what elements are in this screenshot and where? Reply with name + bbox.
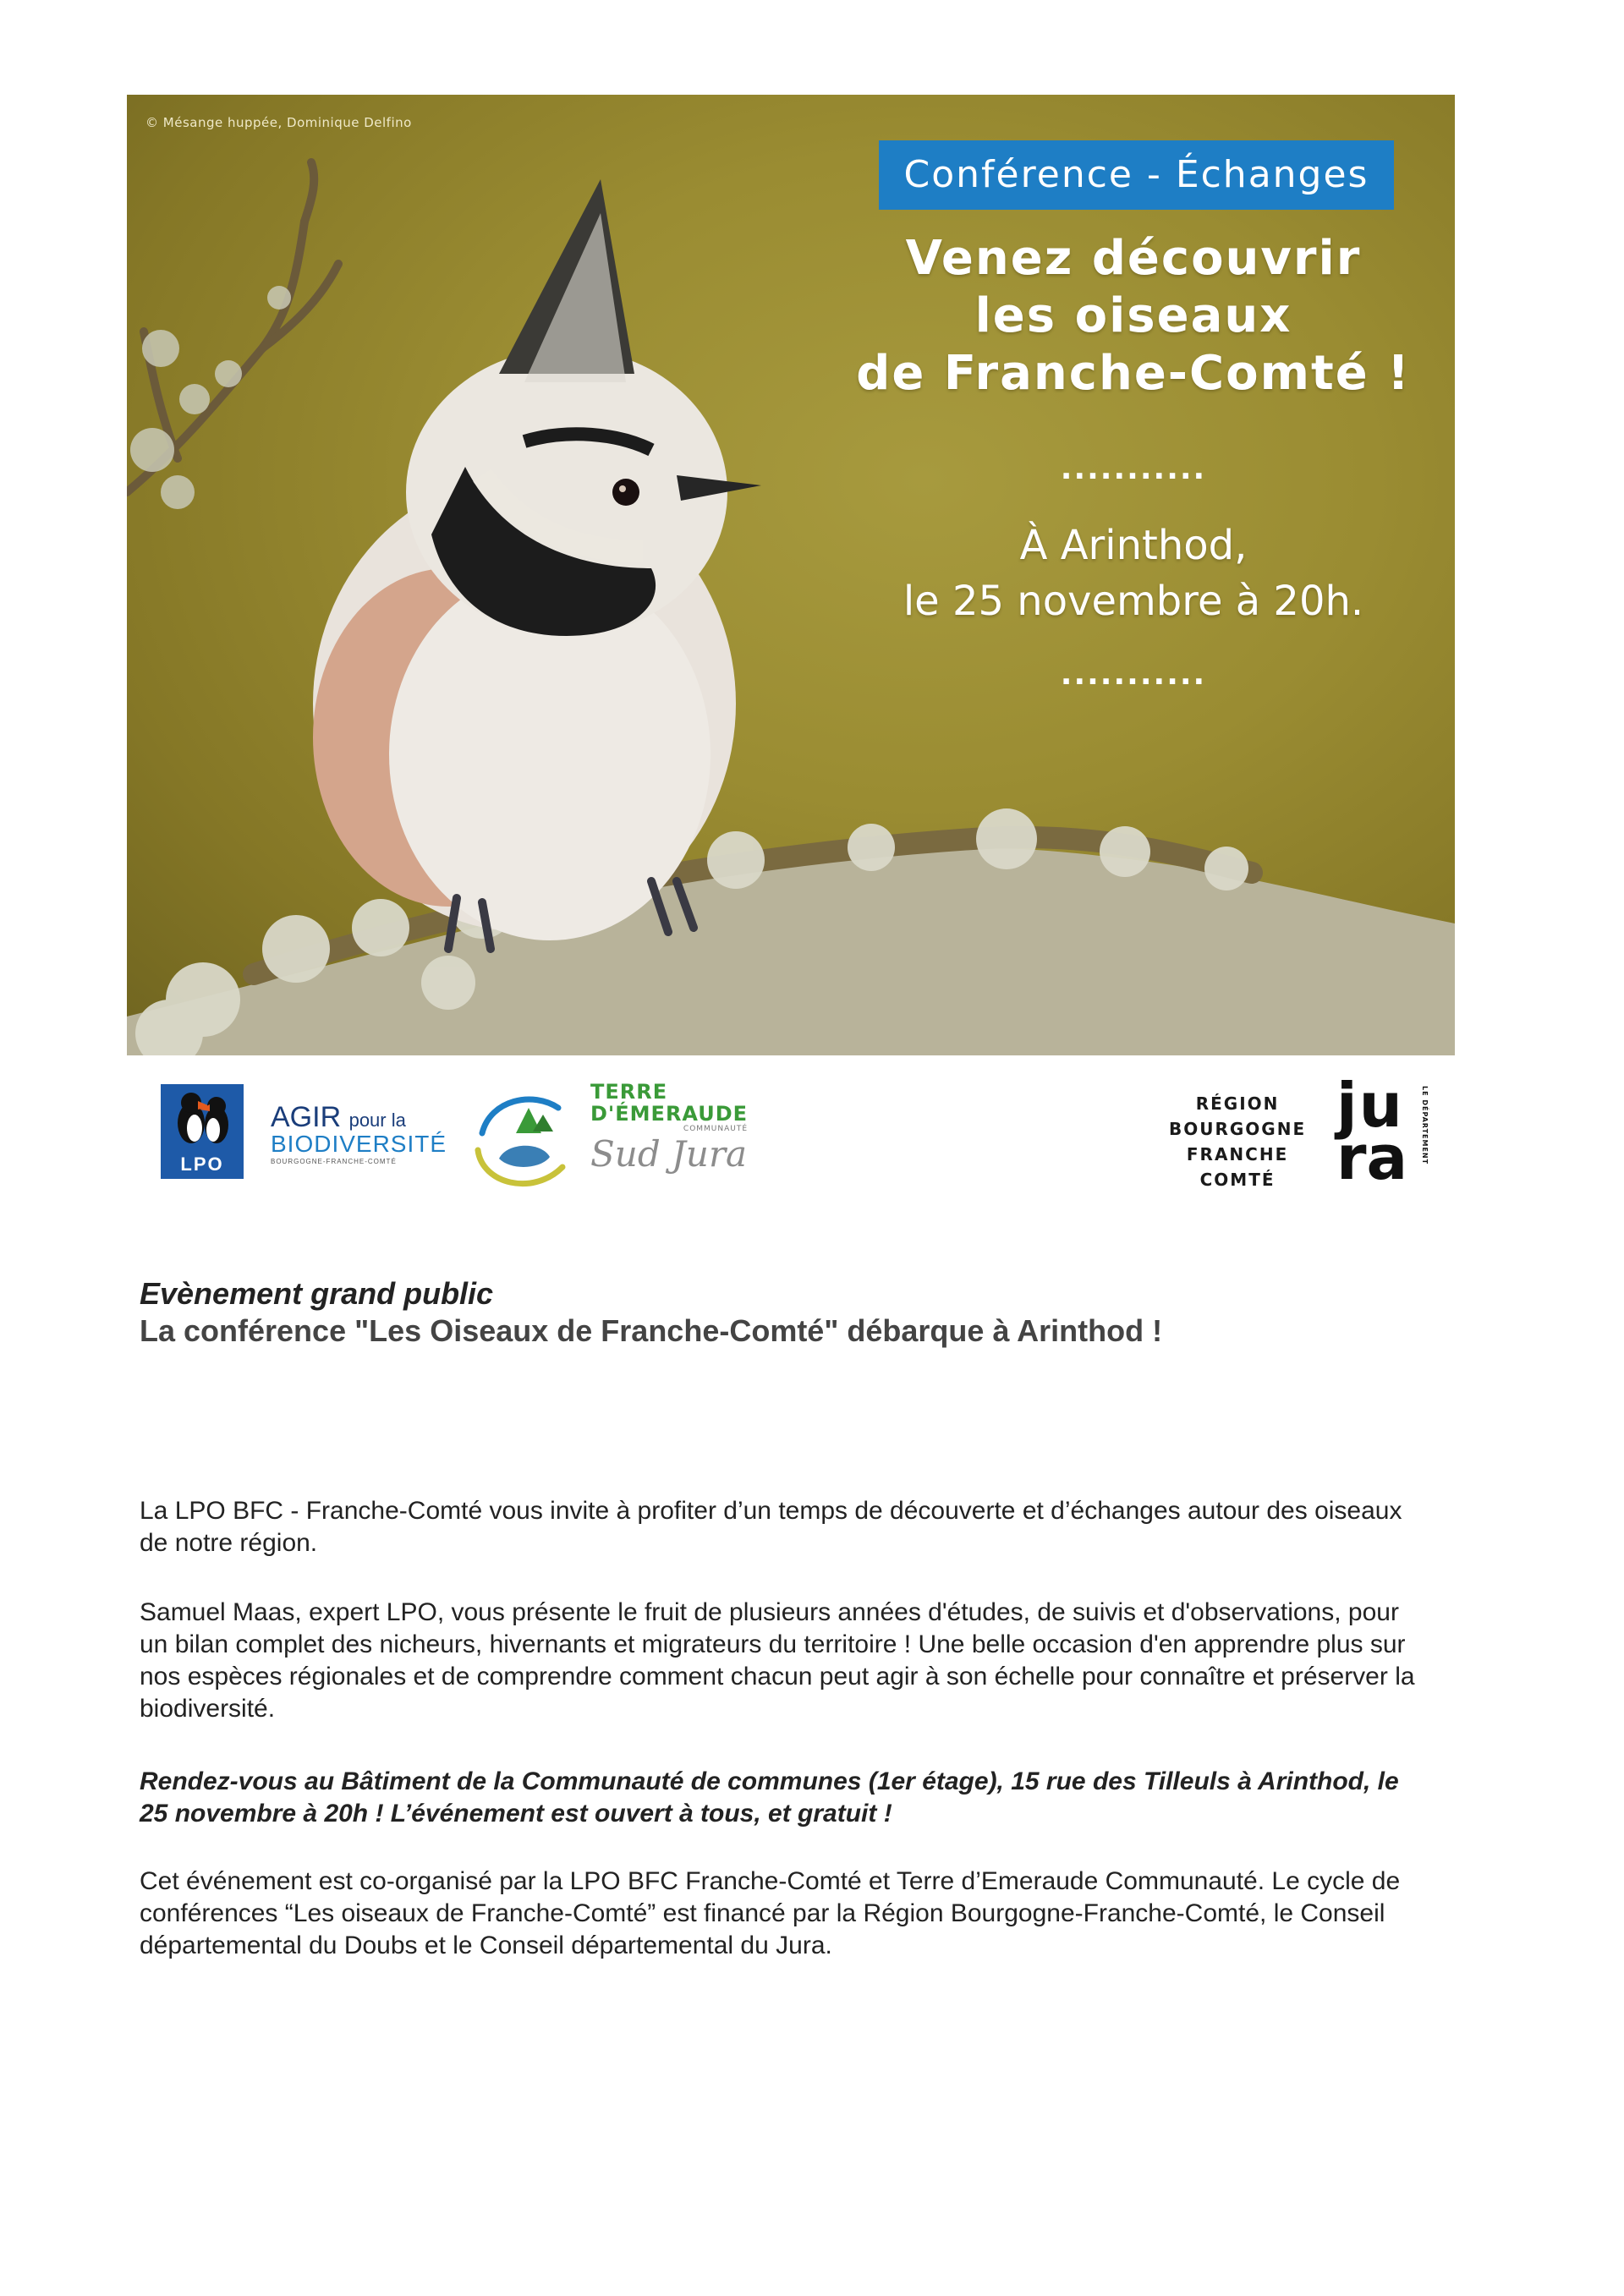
- article-title: La conférence "Les Oiseaux de Franche-Comté" débarque à Arinthod !: [140, 1313, 1163, 1348]
- agir-text: AGIR: [271, 1101, 342, 1133]
- location-line: À Arinthod,: [1019, 522, 1248, 569]
- communaute-text: COMMUNAUTÉ: [683, 1125, 749, 1133]
- speaker-paragraph: Samuel Maas, expert LPO, vous présente le fruit de plusieurs années d'études, de suivis et d'observations, pour un bilan complet des nicheurs, hivernants et migrateurs du territoire ! Une belle occasion d'en apprendre plus sur nos espèces régionales et de comprendre comment chacun peut agir à son échelle pour connaître et préserver la biodiversité.: [140, 1598, 1415, 1723]
- article-kicker: Evènement grand public: [140, 1276, 494, 1311]
- headline-line: Venez découvrir: [905, 231, 1362, 286]
- region-line: FRANCHE: [1186, 1144, 1289, 1164]
- pour-la-text: pour la: [348, 1110, 406, 1131]
- organizers-paragraph: Cet événement est co-organisé par la LPO BFC Franche-Comté et Terre d’Emeraude Communauté. Le cycle de conférences “Les oiseaux de Franche-Comté” est financé par la Région Bourgogne-Franche-Comté, le Conseil départemental du Doubs et le Conseil départemental du Jura.: [140, 1867, 1401, 1959]
- region-line: RÉGION: [1195, 1093, 1280, 1114]
- dotted-separator: ...........: [1060, 452, 1207, 486]
- venue-paragraph: Rendez-vous au Bâtiment de la Communauté de communes (1er étage), 15 rue des Tilleuls à Arinthod, le 25 novembre à 20h ! L’événement est ouvert à tous, et gratuit !: [140, 1767, 1399, 1827]
- jura-text-top: ju: [1336, 1070, 1404, 1141]
- terre-text: TERRE: [590, 1080, 668, 1104]
- lpo-logo: [161, 1084, 244, 1179]
- poster-location-date: [837, 518, 1429, 629]
- bfc-text: BOURGOGNE-FRANCHE-COMTÉ: [271, 1158, 397, 1165]
- date-line: le 25 novembre à 20h.: [903, 578, 1364, 625]
- poster-headline: [837, 230, 1429, 403]
- biodiversite-text: BIODIVERSITÉ: [271, 1131, 447, 1157]
- terre-emeraude-logo: [590, 1081, 748, 1175]
- press-release: [140, 1275, 1434, 1959]
- terre-emeraude-emblem: [465, 1074, 575, 1201]
- emeraude-text: D'ÉMERAUDE: [590, 1102, 749, 1126]
- partner-logos: [127, 1070, 1455, 1201]
- intro-paragraph: La LPO BFC - Franche-Comté vous invite à profiter d’un temps de découverte et d’échanges autour des oiseaux de notre région.: [140, 1497, 1402, 1557]
- agir-biodiversite-logo: [271, 1101, 447, 1165]
- dotted-separator: ...........: [1060, 657, 1207, 692]
- event-type-badge: Conférence - Échanges: [879, 140, 1394, 210]
- photo-credit: © Mésange huppée, Dominique Delfino: [145, 115, 412, 130]
- event-poster: [127, 95, 1455, 1055]
- lpo-wordmark: LPO: [180, 1153, 224, 1175]
- puffin-icon: [161, 1084, 244, 1152]
- headline-line: les oiseaux: [974, 288, 1292, 343]
- departement-text: LE DÉPARTEMENT: [1421, 1086, 1429, 1165]
- jura-text-bottom: ra: [1336, 1122, 1408, 1193]
- jura-departement-logo: [1336, 1070, 1429, 1193]
- headline-line: de Franche-Comté !: [856, 346, 1411, 401]
- region-line: COMTÉ: [1199, 1170, 1276, 1190]
- sud-jura-text: Sud Jura: [590, 1133, 748, 1175]
- region-bfc-logo: [1169, 1091, 1306, 1192]
- region-line: BOURGOGNE: [1169, 1119, 1307, 1139]
